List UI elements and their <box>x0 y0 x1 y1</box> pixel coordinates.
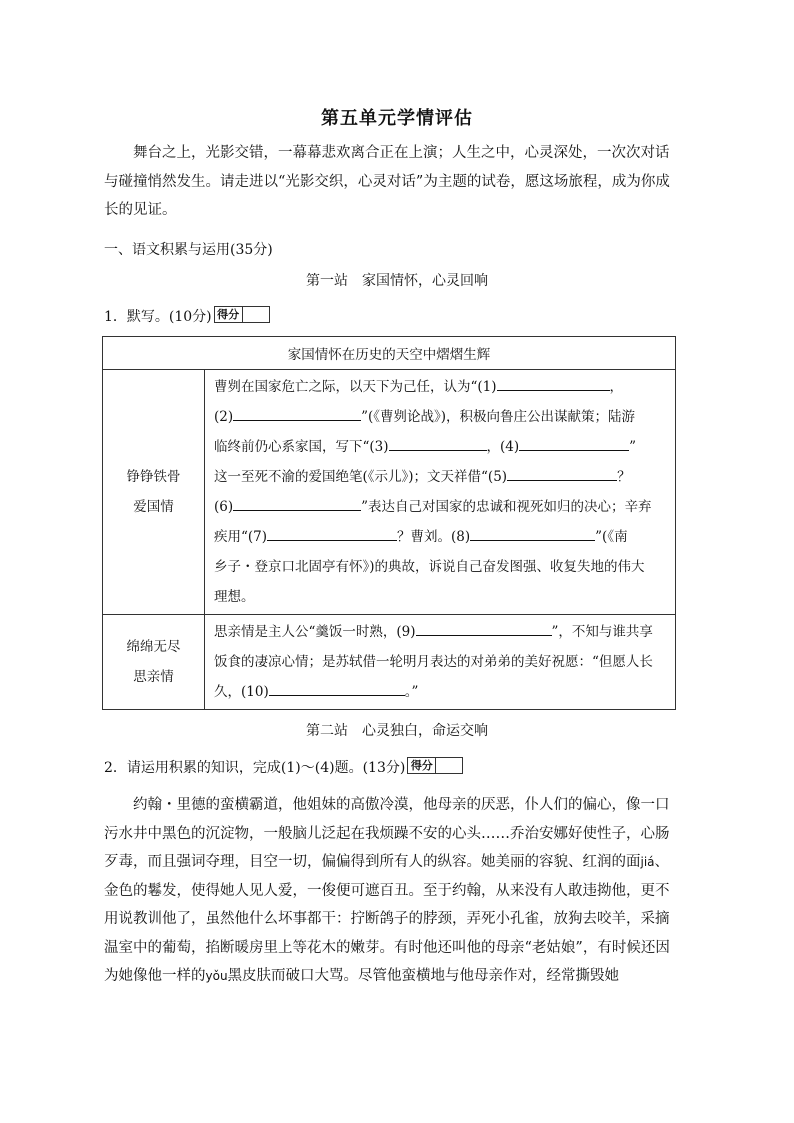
pinyin-annotation: yǒu <box>205 969 228 983</box>
question-two-text: 2．请运用积累的知识，完成(1)～(4)题。(13分) <box>104 760 406 776</box>
blank-9[interactable] <box>416 620 552 636</box>
content-text: 这一至死不渝的爱国绝笔(《示儿》)；文天祥借“(5) <box>214 469 508 485</box>
score-box <box>214 306 270 323</box>
content-text: 乡子・登京口北固亭有怀》)的典故，诉说自己奋发图强、收复失地的伟大 <box>214 559 645 575</box>
intro-paragraph: 舞台之上，光影交错，一幕幕悲欢离合正在上演；人生之中，心灵深处，一次次对话与碰撞悄然发生。请走进以“光影交织，心灵对话”为主题的试卷，愿这场旅程，成为你成长的见证。 <box>104 145 670 218</box>
blank-7[interactable] <box>267 525 397 541</box>
content-text: ”(《曹刿论战》)，积极向鲁庄公出谋献策；陆游 <box>361 409 636 425</box>
reading-passage <box>104 791 676 991</box>
content-text: ” <box>629 439 637 455</box>
blank-3[interactable] <box>389 435 487 451</box>
content-text: ”表达自己对国家的忠诚和视死如归的决心；辛弃 <box>361 499 652 515</box>
question-two <box>104 757 463 777</box>
station-two-heading: 第二站 心灵独白，命运交响 <box>306 723 488 739</box>
category-line: 铮铮铁骨 <box>126 469 181 485</box>
blank-2[interactable] <box>233 405 361 421</box>
station-one-heading: 第一站 家国情怀，心灵回响 <box>306 273 488 289</box>
content-text: ”，不知与谁共享 <box>551 624 653 640</box>
content-text: 曹刿在国家危亡之际，以天下为己任，认为“(1) <box>214 379 497 395</box>
page-title: 第五单元学情评估 <box>321 108 473 129</box>
blank-6[interactable] <box>233 495 361 511</box>
content-text: 理想。 <box>214 589 255 605</box>
category-patriotism <box>103 370 205 615</box>
pinyin-annotation: jiá <box>640 855 655 869</box>
category-line: 爱国情 <box>133 499 174 515</box>
category-line: 绵绵无尽 <box>126 639 181 655</box>
content-text: 疾用“(7) <box>214 529 268 545</box>
content-text: 。” <box>404 684 419 700</box>
content-text: (6) <box>214 499 234 515</box>
content-text: 思亲情是主人公“羹饭一时熟，(9) <box>214 624 416 640</box>
blank-1[interactable] <box>497 375 610 391</box>
content-text: ？曹刘。(8) <box>397 529 471 545</box>
content-text: (2) <box>214 409 234 425</box>
content-text: ”(《南 <box>595 529 628 545</box>
dictation-table <box>102 336 676 710</box>
blank-4[interactable] <box>519 435 629 451</box>
content-text: ，(4) <box>486 439 520 455</box>
patriotism-content <box>205 370 676 615</box>
content-text: 临终前仍心系家国，写下“(3) <box>214 439 389 455</box>
passage-text: 黑皮肤而破口大骂。尽管他蛮横地与他母亲作对，经常撕毁她 <box>227 968 620 984</box>
content-text: ， <box>609 379 624 395</box>
blank-8[interactable] <box>470 525 595 541</box>
question-one-text: 1．默写。(10分) <box>104 309 212 325</box>
content-text: ？ <box>617 469 631 485</box>
passage-text: 约翰・里德的蛮横霸道，他姐妹的高傲冷漠，他母亲的厌恶，仆人们的偏心，像一口污水井中黑色的沉淀物，一般脑儿泛起在我烦躁不安的心头……乔治安娜好使性子，心肠歹毒，而且强词夺理，目空一切，偏偏得到所有人的纵容。她美丽的容貌、红润的面 <box>104 797 670 870</box>
score-label: 得分 <box>408 758 436 773</box>
content-text: 久，(10) <box>214 684 269 700</box>
content-text: 饭食的凄凉心情；是苏轼借一轮明月表达的对弟弟的美好祝愿：“但愿人长 <box>214 654 653 670</box>
family-love-content <box>205 615 676 710</box>
category-family-love <box>103 615 205 710</box>
table-header: 家国情怀在历史的天空中熠熠生辉 <box>103 337 676 370</box>
score-label: 得分 <box>215 307 243 322</box>
passage-text: 、金色的鬈发，使得她人见人爱，一俊便可遮百丑。至于约翰，从来没有人敢违拗他，更不用说教训他了，虽然他什么坏事都干：拧断鸽子的脖颈，弄死小孔雀，放狗去咬羊，采摘温室中的葡萄，掐断暖房里上等花木的嫩芽。有时他还叫他的母亲“老姑娘”，有时候还因为她像他一样的 <box>104 854 670 984</box>
category-line: 思亲情 <box>133 669 174 685</box>
section-heading: 一、语文积累与运用(35分) <box>104 242 273 258</box>
score-box <box>407 757 463 774</box>
blank-5[interactable] <box>507 465 617 481</box>
blank-10[interactable] <box>269 680 405 696</box>
question-one <box>104 306 270 326</box>
